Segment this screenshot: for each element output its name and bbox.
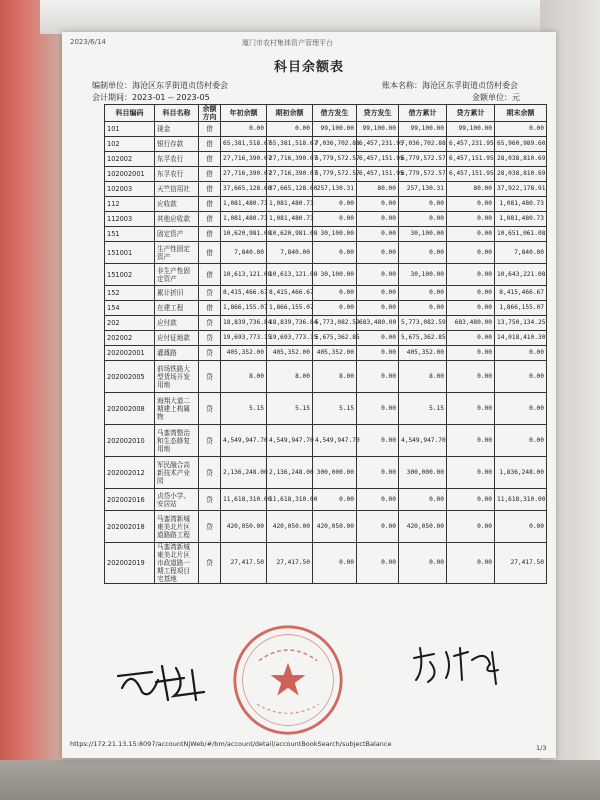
table-row [105,316,547,331]
amount-cell: 0.00 [399,286,447,301]
amount-cell: 0.00 [447,393,495,425]
amount-cell: 257,130.31 [313,182,357,197]
footer-url: https://172.21.13.15:8097/accountNjWeb/#/bm/account/detail/accountBookSearch/subjectBalance [70,740,392,748]
amount-cell: 0.00 [399,301,447,316]
amount-cell: 99,100.00 [399,122,447,137]
amount-cell: 0.00 [357,543,399,584]
amount-cell: 0.00 [447,264,495,286]
table-row [105,425,547,457]
account-code-cell: 202002 [105,331,155,346]
amount-cell: 27,716,390.07 [267,167,313,182]
amount-cell: 27,716,390.07 [267,152,313,167]
amount-cell: 0.00 [447,301,495,316]
account-code-cell: 154 [105,301,155,316]
amount-cell: 6,779,572.57 [313,167,357,182]
table-row [105,212,547,227]
column-header: 科目编码 [105,105,155,122]
amount-cell: 27,417.50 [221,543,267,584]
signature-right [406,640,516,690]
amount-cell: 0.00 [313,489,357,511]
amount-cell: 420,050.00 [399,511,447,543]
column-header: 期初余额 [267,105,313,122]
table-row [105,197,547,212]
amount-cell: 0.00 [447,425,495,457]
account-code-cell: 102 [105,137,155,152]
amount-cell: 0.00 [357,425,399,457]
account-name-cell: 马銮湾新城東美北片区道路路工程 [155,511,199,543]
column-header: 余额方向 [199,105,221,122]
column-header: 贷方累计 [447,105,495,122]
amount-cell: 1,081,480.73 [495,212,547,227]
amount-cell: 0.00 [313,286,357,301]
table-row [105,301,547,316]
amount-cell: 8,415,466.67 [221,286,267,301]
amount-cell: 5.15 [313,393,357,425]
amount-cell: 0.00 [267,122,313,137]
amount-cell: 420,050.00 [267,511,313,543]
amount-cell: 6,779,572.57 [313,152,357,167]
balance-direction-cell: 贷 [199,543,221,584]
amount-cell: 0.00 [447,361,495,393]
amount-cell: 30,100.00 [313,227,357,242]
amount-cell: 405,352.00 [313,346,357,361]
account-name-cell: 灌溉路 [155,346,199,361]
background-bottom-sheet [0,760,600,800]
amount-cell: 0.00 [357,361,399,393]
amount-cell: 0.00 [495,122,547,137]
amount-cell: 0.00 [357,227,399,242]
amount-cell: 0.00 [447,227,495,242]
amount-cell: 37,665,128.60 [267,182,313,197]
amount-cell: 5,675,362.85 [313,331,357,346]
ledger-name: 账本名称：海沧区东孚街道贞岱村委会 [382,81,518,90]
amount-cell: 2,136,248.00 [267,457,313,489]
amount-cell: 420,050.00 [221,511,267,543]
amount-cell: 683,480.00 [447,316,495,331]
account-code-cell: 152 [105,286,155,301]
background-red-wall [0,0,70,800]
amount-cell: 19,693,773.15 [221,331,267,346]
account-code-cell: 102002 [105,152,155,167]
amount-cell: 1,081,480.73 [267,197,313,212]
table-row [105,511,547,543]
amount-cell: 14,018,410.30 [495,331,547,346]
balance-direction-cell: 贷 [199,511,221,543]
amount-cell: 6,457,151.95 [357,167,399,182]
page-number: 1/3 [536,744,547,752]
amount-cell: 0.00 [313,197,357,212]
amount-cell: 0.00 [357,286,399,301]
amount-cell: 0.00 [357,393,399,425]
amount-cell: 7,036,702.88 [313,137,357,152]
amount-cell: 18,839,736.84 [267,316,313,331]
account-name-cell: 生产性固定资产 [155,242,199,264]
compiling-unit: 编制单位：海沧区东孚街道贞岱村委会 [92,81,228,90]
balance-direction-cell: 贷 [199,316,221,331]
account-code-cell: 202002016 [105,489,155,511]
account-code-cell: 202002001 [105,346,155,361]
account-code-cell: 151002 [105,264,155,286]
amount-cell: 405,352.00 [267,346,313,361]
account-name-cell: 累计折旧 [155,286,199,301]
amount-cell: 37,922,178.91 [495,182,547,197]
balance-direction-cell: 贷 [199,425,221,457]
accounting-period: 会计期间：2023-01 -- 2023-05 [92,93,210,102]
amount-cell: 10,613,121.08 [267,264,313,286]
platform-name: 厦门市农村集体资产管理平台 [242,39,333,47]
amount-cell: 0.00 [221,122,267,137]
balance-direction-cell: 借 [199,167,221,182]
amount-cell: 0.00 [447,212,495,227]
amount-cell: 37,665,128.60 [221,182,267,197]
amount-cell: 7,036,702.88 [399,137,447,152]
table-row [105,457,547,489]
balance-direction-cell: 贷 [199,361,221,393]
amount-cell: 1,081,480.73 [221,197,267,212]
balance-direction-cell: 借 [199,212,221,227]
balance-direction-cell: 贷 [199,346,221,361]
table-row [105,264,547,286]
amount-cell: 0.00 [495,346,547,361]
amount-cell: 0.00 [399,242,447,264]
amount-cell: 0.00 [399,197,447,212]
amount-cell: 5.15 [267,393,313,425]
amount-cell: 6,457,231.95 [447,137,495,152]
amount-cell: 8.00 [221,361,267,393]
balance-direction-cell: 借 [199,301,221,316]
amount-cell: 5,675,362.85 [399,331,447,346]
currency-unit: 金额单位：元 [472,93,520,102]
amount-cell: 1,081,480.73 [221,212,267,227]
table-row [105,167,547,182]
amount-cell: 30,100.00 [399,264,447,286]
account-name-cell: 马銮湾整治和生态修复用地 [155,425,199,457]
amount-cell: 8,415,466.67 [267,286,313,301]
balance-direction-cell: 借 [199,137,221,152]
amount-cell: 405,352.00 [221,346,267,361]
account-code-cell: 202002018 [105,511,155,543]
account-name-cell: 应付款 [155,316,199,331]
column-header: 贷方发生 [357,105,399,122]
amount-cell: 2,136,248.00 [221,457,267,489]
table-row [105,122,547,137]
amount-cell: 8.00 [399,361,447,393]
amount-cell: 5,773,082.59 [313,316,357,331]
table-row [105,242,547,264]
amount-cell: 28,038,810.69 [495,152,547,167]
amount-cell: 7,840.00 [267,242,313,264]
balance-direction-cell: 借 [199,122,221,137]
amount-cell: 10,613,121.08 [221,264,267,286]
account-name-cell: 马銮湾新城東美北片区市政道路一期工程项目宅基地 [155,543,199,584]
amount-cell: 99,100.00 [357,122,399,137]
amount-cell: 0.00 [357,489,399,511]
amount-cell: 8.00 [267,361,313,393]
amount-cell: 5.15 [399,393,447,425]
account-name-cell: 应收款 [155,197,199,212]
balance-sheet-paper [62,32,556,758]
amount-cell: 30,100.00 [313,264,357,286]
subject-balance-table [104,104,547,584]
print-date: 2023/6/14 [70,38,106,46]
amount-cell: 0.00 [357,511,399,543]
amount-cell: 6,779,572.57 [399,152,447,167]
amount-cell: 257,130.31 [399,182,447,197]
amount-cell: 0.00 [357,301,399,316]
amount-cell: 6,457,151.95 [447,167,495,182]
amount-cell: 0.00 [313,242,357,264]
amount-cell: 65,381,518.67 [267,137,313,152]
amount-cell: 300,000.00 [399,457,447,489]
table-row [105,286,547,301]
amount-cell: 99,100.00 [313,122,357,137]
amount-cell: 1,836,248.00 [495,457,547,489]
balance-direction-cell: 贷 [199,489,221,511]
amount-cell: 0.00 [357,331,399,346]
amount-cell: 0.00 [447,331,495,346]
amount-cell: 0.00 [447,197,495,212]
amount-cell: 0.00 [495,511,547,543]
amount-cell: 6,779,572.57 [399,167,447,182]
amount-cell: 30,100.00 [399,227,447,242]
balance-direction-cell: 贷 [199,393,221,425]
account-name-cell: 军民融合高新技术产业园 [155,457,199,489]
amount-cell: 7,840.00 [221,242,267,264]
amount-cell: 6,457,231.95 [357,137,399,152]
account-code-cell: 112 [105,197,155,212]
balance-direction-cell: 借 [199,197,221,212]
balance-direction-cell: 贷 [199,286,221,301]
column-header: 科目名称 [155,105,199,122]
amount-cell: 0.00 [313,301,357,316]
official-seal [230,622,346,738]
amount-cell: 0.00 [447,346,495,361]
account-name-cell: 东孚农行 [155,152,199,167]
account-name-cell: 现金 [155,122,199,137]
balance-direction-cell: 借 [199,182,221,197]
account-code-cell: 202002005 [105,361,155,393]
account-name-cell: 银行存款 [155,137,199,152]
account-name-cell: 应付征地款 [155,331,199,346]
account-name-cell: 天竺信用社 [155,182,199,197]
amount-cell: 0.00 [495,361,547,393]
column-header: 借方发生 [313,105,357,122]
amount-cell: 19,693,773.15 [267,331,313,346]
table-row [105,543,547,584]
balance-direction-cell: 借 [199,227,221,242]
column-header: 借方累计 [399,105,447,122]
column-header: 年初余额 [221,105,267,122]
amount-cell: 8,415,466.67 [495,286,547,301]
amount-cell: 300,000.00 [313,457,357,489]
amount-cell: 10,620,981.08 [267,227,313,242]
account-name-cell: 非生产性固定资产 [155,264,199,286]
table-row [105,182,547,197]
amount-cell: 0.00 [399,543,447,584]
amount-cell: 0.00 [357,197,399,212]
amount-cell: 10,643,221.08 [495,264,547,286]
account-name-cell: 其他应收款 [155,212,199,227]
amount-cell: 6,457,151.95 [447,152,495,167]
account-code-cell: 101 [105,122,155,137]
amount-cell: 0.00 [495,393,547,425]
amount-cell: 4,549,947.70 [267,425,313,457]
balance-direction-cell: 贷 [199,457,221,489]
amount-cell: 11,618,310.00 [221,489,267,511]
amount-cell: 0.00 [447,286,495,301]
balance-direction-cell: 借 [199,264,221,286]
account-name-cell: 前场铁路大型货场开发用地 [155,361,199,393]
table-row [105,152,547,167]
amount-cell: 27,417.50 [267,543,313,584]
column-header: 期末余额 [495,105,547,122]
amount-cell: 0.00 [399,212,447,227]
account-code-cell: 112003 [105,212,155,227]
amount-cell: 405,352.00 [399,346,447,361]
page-title: 科目余额表 [273,60,344,75]
amount-cell: 13,750,134.25 [495,316,547,331]
amount-cell: 11,618,310.00 [495,489,547,511]
table-row [105,393,547,425]
table-row [105,346,547,361]
amount-cell: 27,417.50 [495,543,547,584]
amount-cell: 0.00 [357,346,399,361]
amount-cell: 0.00 [313,543,357,584]
amount-cell: 4,549,947.70 [399,425,447,457]
amount-cell: 0.00 [399,489,447,511]
balance-direction-cell: 贷 [199,331,221,346]
table-row [105,361,547,393]
amount-cell: 1,866,155.07 [221,301,267,316]
amount-cell: 11,618,310.00 [267,489,313,511]
account-code-cell: 202002019 [105,543,155,584]
signature-left [112,656,222,706]
amount-cell: 0.00 [357,457,399,489]
balance-direction-cell: 借 [199,242,221,264]
amount-cell: 18,839,736.84 [221,316,267,331]
amount-cell: 4,549,947.70 [313,425,357,457]
amount-cell: 80.00 [447,182,495,197]
account-code-cell: 151 [105,227,155,242]
amount-cell: 0.00 [357,264,399,286]
amount-cell: 0.00 [447,543,495,584]
table-row [105,331,547,346]
account-code-cell: 202002010 [105,425,155,457]
amount-cell: 683,480.00 [357,316,399,331]
table-row [105,137,547,152]
amount-cell: 27,716,390.07 [221,167,267,182]
amount-cell: 0.00 [357,212,399,227]
amount-cell: 1,866,155.07 [495,301,547,316]
amount-cell: 1,081,480.73 [267,212,313,227]
account-name-cell: 在建工程 [155,301,199,316]
account-code-cell: 102002001 [105,167,155,182]
account-name-cell: 固定资产 [155,227,199,242]
amount-cell: 4,549,947.70 [221,425,267,457]
amount-cell: 8.00 [313,361,357,393]
amount-cell: 1,866,155.07 [267,301,313,316]
amount-cell: 80.00 [357,182,399,197]
table-body [105,122,547,584]
amount-cell: 0.00 [447,457,495,489]
table-header-row [105,105,547,122]
account-code-cell: 202002012 [105,457,155,489]
background-glare [40,0,540,34]
account-code-cell: 102003 [105,182,155,197]
table-row [105,227,547,242]
amount-cell: 0.00 [357,242,399,264]
balance-direction-cell: 借 [199,152,221,167]
amount-cell: 27,716,390.07 [221,152,267,167]
account-code-cell: 202002008 [105,393,155,425]
amount-cell: 0.00 [447,242,495,264]
amount-cell: 0.00 [495,425,547,457]
amount-cell: 7,840.00 [495,242,547,264]
amount-cell: 10,620,981.08 [221,227,267,242]
amount-cell: 0.00 [447,489,495,511]
amount-cell: 5.15 [221,393,267,425]
account-name-cell: 贞岱小学、安居站 [155,489,199,511]
amount-cell: 420,050.00 [313,511,357,543]
amount-cell: 6,457,151.95 [357,152,399,167]
amount-cell: 65,381,518.67 [221,137,267,152]
amount-cell: 10,651,061.08 [495,227,547,242]
amount-cell: 65,960,989.60 [495,137,547,152]
amount-cell: 0.00 [447,511,495,543]
table-row [105,489,547,511]
account-code-cell: 202 [105,316,155,331]
amount-cell: 0.00 [313,212,357,227]
account-name-cell: 海翔大道二期建上构属物 [155,393,199,425]
amount-cell: 5,773,082.59 [399,316,447,331]
account-code-cell: 151001 [105,242,155,264]
amount-cell: 28,038,810.69 [495,167,547,182]
amount-cell: 1,081,480.73 [495,197,547,212]
amount-cell: 99,100.00 [447,122,495,137]
account-name-cell: 东孚农行 [155,167,199,182]
